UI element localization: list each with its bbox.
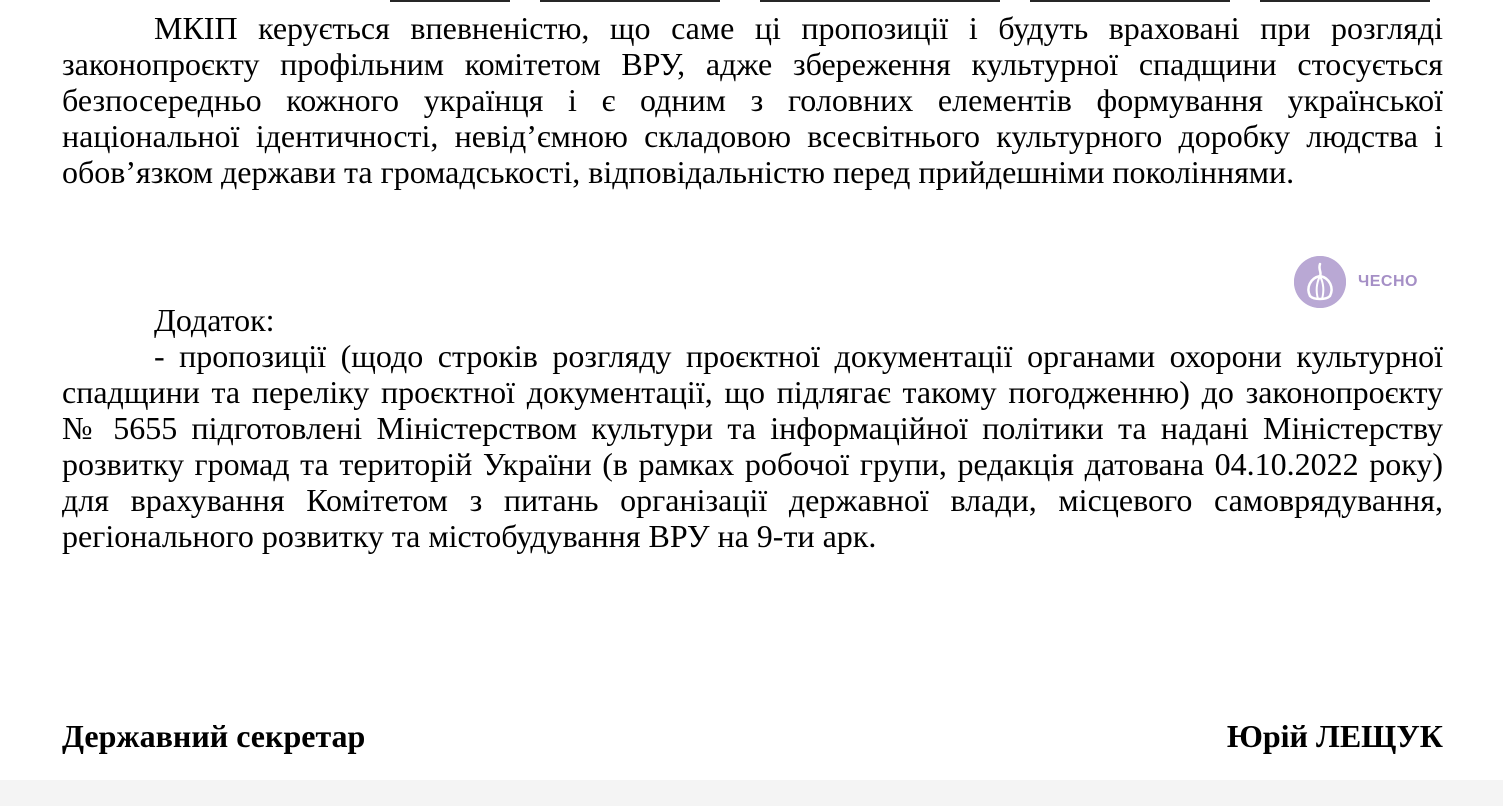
garlic-logo-icon bbox=[1294, 256, 1346, 308]
body-paragraph-appendix: - пропозиції (щодо строків розгляду проєктної документації органами охорони культурної спадщини та переліку проєктної документації, що підлягає такому погодженню) до законопроєкту № 5655 підготовлені Міністерством культури та інформаційної політики та надані Міністерству розвитку громад та територій України (в рамках робочої групи, редакція датована 04.10.2022 року) для врахування Комітетом з питань організації державної влади, місцевого самоврядування, регіонального розвитку та містобудування ВРУ на 9-ти арк. bbox=[62, 338, 1443, 554]
cut-off-text-line bbox=[540, 0, 720, 2]
signature-name: Юрій ЛЕЩУК bbox=[1226, 718, 1443, 754]
viewer-bottom-strip bbox=[0, 780, 1503, 806]
cut-off-text-line bbox=[1260, 0, 1430, 2]
chesno-watermark bbox=[1294, 256, 1418, 308]
appendix-heading: Додаток: bbox=[154, 302, 275, 338]
cut-off-text-line bbox=[390, 0, 510, 2]
body-paragraph-conclusion: МКІП керується впевненістю, що саме ці пропозиції і будуть враховані при розгляді законопроєкту профільним комітетом ВРУ, адже збереження культурної спадщини стосується безпосередньо кожного українця і є одним з головних елементів формування української національної ідентичності, невід’ємною складовою всесвітнього культурного доробку людства і обов’язком держави та громадськості, відповідальністю перед прийдешніми поколіннями. bbox=[62, 10, 1443, 190]
signature-role: Державний секретар bbox=[62, 718, 366, 754]
cut-off-text-line bbox=[1030, 0, 1230, 2]
cut-off-text-line bbox=[760, 0, 1000, 2]
watermark-label: ЧЕСНО bbox=[1358, 273, 1418, 290]
